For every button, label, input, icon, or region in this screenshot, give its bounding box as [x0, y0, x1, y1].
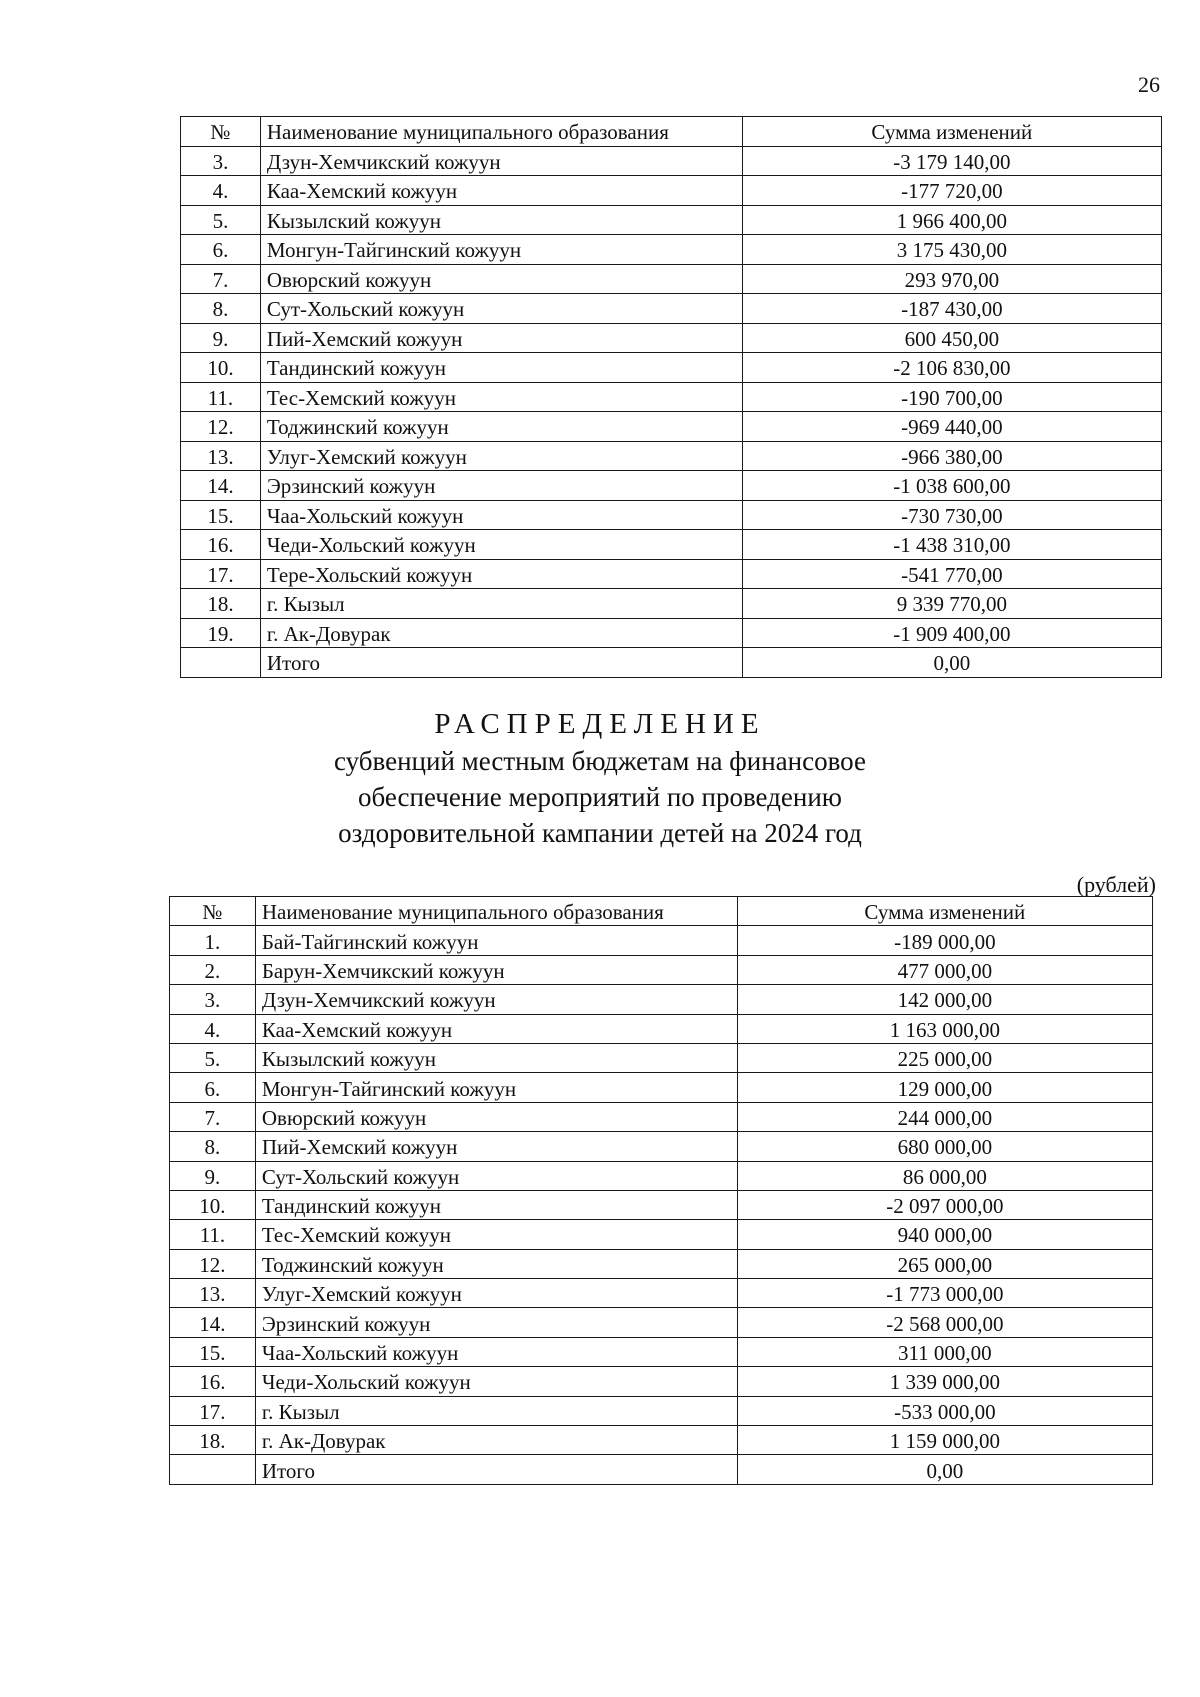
row-number: 8. — [170, 1132, 256, 1161]
row-number: 4. — [181, 176, 261, 206]
row-number: 5. — [170, 1043, 256, 1072]
table-total-row — [181, 648, 1162, 678]
table-row — [170, 955, 1153, 984]
municipality-name: Кызылский кожуун — [260, 205, 742, 235]
change-amount: -966 380,00 — [742, 441, 1161, 471]
change-amount: -2 097 000,00 — [737, 1190, 1152, 1219]
table-row — [170, 985, 1153, 1014]
column-header-sum: Сумма изменений — [742, 117, 1161, 147]
municipality-name: Кызылский кожуун — [255, 1043, 737, 1072]
municipality-name: Улуг-Хемский кожуун — [255, 1279, 737, 1308]
municipality-name: г. Кызыл — [260, 589, 742, 619]
change-amount: 477 000,00 — [737, 955, 1152, 984]
municipality-name: Эрзинский кожуун — [255, 1308, 737, 1337]
municipality-name: Тес-Хемский кожуун — [255, 1220, 737, 1249]
table-row — [181, 471, 1162, 501]
change-amount: 244 000,00 — [737, 1102, 1152, 1131]
row-number: 14. — [170, 1308, 256, 1337]
table-row — [181, 589, 1162, 619]
table-body — [181, 146, 1162, 677]
change-amount: 142 000,00 — [737, 985, 1152, 1014]
change-amount: 311 000,00 — [737, 1337, 1152, 1366]
row-number: 14. — [181, 471, 261, 501]
column-header-number: № — [170, 897, 256, 926]
row-number: 19. — [181, 618, 261, 648]
change-amount: -2 106 830,00 — [742, 353, 1161, 383]
table-row — [181, 176, 1162, 206]
table-row — [181, 559, 1162, 589]
municipality-name: Чеди-Хольский кожуун — [255, 1367, 737, 1396]
change-amount: -541 770,00 — [742, 559, 1161, 589]
row-number: 6. — [181, 235, 261, 265]
table-header-row — [181, 117, 1162, 147]
change-amount: 225 000,00 — [737, 1043, 1152, 1072]
table-row — [170, 1014, 1153, 1043]
table-body — [170, 926, 1153, 1484]
row-number: 16. — [170, 1367, 256, 1396]
change-amount: -189 000,00 — [737, 926, 1152, 955]
table-row — [170, 926, 1153, 955]
table-row — [181, 146, 1162, 176]
row-number: 8. — [181, 294, 261, 324]
table-row — [170, 1279, 1153, 1308]
municipality-name: Пий-Хемский кожуун — [260, 323, 742, 353]
municipality-name: Чаа-Хольский кожуун — [255, 1337, 737, 1366]
municipality-name: Дзун-Хемчикский кожуун — [260, 146, 742, 176]
municipality-name: Каа-Хемский кожуун — [260, 176, 742, 206]
section-title: РАСПРЕДЕЛЕНИЕ — [434, 708, 766, 740]
change-amount: 600 450,00 — [742, 323, 1161, 353]
column-header-name: Наименование муниципального образования — [255, 897, 737, 926]
row-number: 11. — [170, 1220, 256, 1249]
row-number: 13. — [181, 441, 261, 471]
municipality-name: Сут-Хольский кожуун — [255, 1161, 737, 1190]
row-number: 1. — [170, 926, 256, 955]
table-row — [181, 264, 1162, 294]
table-row — [170, 1367, 1153, 1396]
change-amount: 86 000,00 — [737, 1161, 1152, 1190]
section-subtitle — [0, 743, 1200, 851]
change-amount: -190 700,00 — [742, 382, 1161, 412]
row-number: 7. — [181, 264, 261, 294]
municipality-name: Тандинский кожуун — [255, 1190, 737, 1219]
municipality-name: Дзун-Хемчикский кожуун — [255, 985, 737, 1014]
row-number: 11. — [181, 382, 261, 412]
municipality-name: Каа-Хемский кожуун — [255, 1014, 737, 1043]
page-number: 26 — [1138, 72, 1160, 97]
change-amount: -177 720,00 — [742, 176, 1161, 206]
change-amount: -1 438 310,00 — [742, 530, 1161, 560]
change-amount: 3 175 430,00 — [742, 235, 1161, 265]
municipality-name: Барун-Хемчикский кожуун — [255, 955, 737, 984]
unit-label: (рублей) — [1076, 872, 1156, 897]
row-number: 16. — [181, 530, 261, 560]
table-row — [181, 205, 1162, 235]
row-number: 15. — [170, 1337, 256, 1366]
change-amount: -3 179 140,00 — [742, 146, 1161, 176]
row-number: 6. — [170, 1073, 256, 1102]
change-amount: 9 339 770,00 — [742, 589, 1161, 619]
table-row — [170, 1102, 1153, 1131]
row-number: 7. — [170, 1102, 256, 1131]
municipality-name: Овюрский кожуун — [260, 264, 742, 294]
change-amount: -1 909 400,00 — [742, 618, 1161, 648]
change-amount: -730 730,00 — [742, 500, 1161, 530]
municipality-name: Чеди-Хольский кожуун — [260, 530, 742, 560]
table-row — [170, 1426, 1153, 1455]
change-amount: 265 000,00 — [737, 1249, 1152, 1278]
table-row — [181, 294, 1162, 324]
row-number: 10. — [170, 1190, 256, 1219]
municipality-name: Улуг-Хемский кожуун — [260, 441, 742, 471]
row-number: 17. — [181, 559, 261, 589]
municipality-name: Монгун-Тайгинский кожуун — [260, 235, 742, 265]
table-row — [181, 235, 1162, 265]
municipality-name: Сут-Хольский кожуун — [260, 294, 742, 324]
row-number — [170, 1455, 256, 1484]
change-amount: 293 970,00 — [742, 264, 1161, 294]
table-row — [170, 1308, 1153, 1337]
municipality-name: Овюрский кожуун — [255, 1102, 737, 1131]
municipality-name: г. Ак-Довурак — [255, 1426, 737, 1455]
row-number: 9. — [170, 1161, 256, 1190]
row-number: 13. — [170, 1279, 256, 1308]
subtitle-line: обеспечение мероприятий по проведению — [358, 782, 842, 812]
municipality-name: г. Ак-Довурак — [260, 618, 742, 648]
change-amount: 1 163 000,00 — [737, 1014, 1152, 1043]
row-number: 4. — [170, 1014, 256, 1043]
change-amount: 129 000,00 — [737, 1073, 1152, 1102]
row-number: 5. — [181, 205, 261, 235]
municipality-name: Тес-Хемский кожуун — [260, 382, 742, 412]
change-amount: -1 773 000,00 — [737, 1279, 1152, 1308]
table-header-row — [170, 897, 1153, 926]
column-header-name: Наименование муниципального образования — [260, 117, 742, 147]
table-row — [170, 1073, 1153, 1102]
total-amount: 0,00 — [737, 1455, 1152, 1484]
row-number: 18. — [170, 1426, 256, 1455]
change-amount: 940 000,00 — [737, 1220, 1152, 1249]
row-number: 18. — [181, 589, 261, 619]
change-amount: -969 440,00 — [742, 412, 1161, 442]
row-number: 3. — [181, 146, 261, 176]
row-number: 17. — [170, 1396, 256, 1425]
municipality-name: Бай-Тайгинский кожуун — [255, 926, 737, 955]
subtitle-line: оздоровительной кампании детей на 2024 год — [338, 818, 862, 848]
change-amount: -533 000,00 — [737, 1396, 1152, 1425]
change-amount: 1 159 000,00 — [737, 1426, 1152, 1455]
table-row — [181, 412, 1162, 442]
subvention-distribution-table — [169, 896, 1153, 1485]
table-row — [181, 323, 1162, 353]
municipality-name: Пий-Хемский кожуун — [255, 1132, 737, 1161]
column-header-sum: Сумма изменений — [737, 897, 1152, 926]
municipality-name: Тере-Хольский кожуун — [260, 559, 742, 589]
column-header-number: № — [181, 117, 261, 147]
total-label: Итого — [255, 1455, 737, 1484]
table-total-row — [170, 1455, 1153, 1484]
municipality-name: Тандинский кожуун — [260, 353, 742, 383]
total-amount: 0,00 — [742, 648, 1161, 678]
row-number: 12. — [181, 412, 261, 442]
total-label: Итого — [260, 648, 742, 678]
table-row — [181, 618, 1162, 648]
row-number — [181, 648, 261, 678]
table-row — [170, 1190, 1153, 1219]
table-row — [170, 1249, 1153, 1278]
row-number: 3. — [170, 985, 256, 1014]
change-amount: 680 000,00 — [737, 1132, 1152, 1161]
change-amount: 1 339 000,00 — [737, 1367, 1152, 1396]
row-number: 10. — [181, 353, 261, 383]
table-row — [170, 1337, 1153, 1366]
table-row — [181, 382, 1162, 412]
subtitle-line: субвенций местным бюджетам на финансовое — [334, 746, 866, 776]
change-amount: -1 038 600,00 — [742, 471, 1161, 501]
municipality-name: Эрзинский кожуун — [260, 471, 742, 501]
row-number: 9. — [181, 323, 261, 353]
municipality-name: Монгун-Тайгинский кожуун — [255, 1073, 737, 1102]
change-amount: -2 568 000,00 — [737, 1308, 1152, 1337]
table-row — [181, 530, 1162, 560]
table-row — [181, 353, 1162, 383]
municipality-name: Тоджинский кожуун — [260, 412, 742, 442]
table-row — [181, 441, 1162, 471]
municipality-name: Чаа-Хольский кожуун — [260, 500, 742, 530]
table-row — [170, 1396, 1153, 1425]
table-row — [170, 1161, 1153, 1190]
table-row — [170, 1132, 1153, 1161]
municipality-name: Тоджинский кожуун — [255, 1249, 737, 1278]
change-amount: 1 966 400,00 — [742, 205, 1161, 235]
row-number: 15. — [181, 500, 261, 530]
row-number: 2. — [170, 955, 256, 984]
municipality-name: г. Кызыл — [255, 1396, 737, 1425]
table-row — [181, 500, 1162, 530]
budget-changes-table-continued — [180, 116, 1162, 678]
table-row — [170, 1043, 1153, 1072]
row-number: 12. — [170, 1249, 256, 1278]
change-amount: -187 430,00 — [742, 294, 1161, 324]
table-row — [170, 1220, 1153, 1249]
